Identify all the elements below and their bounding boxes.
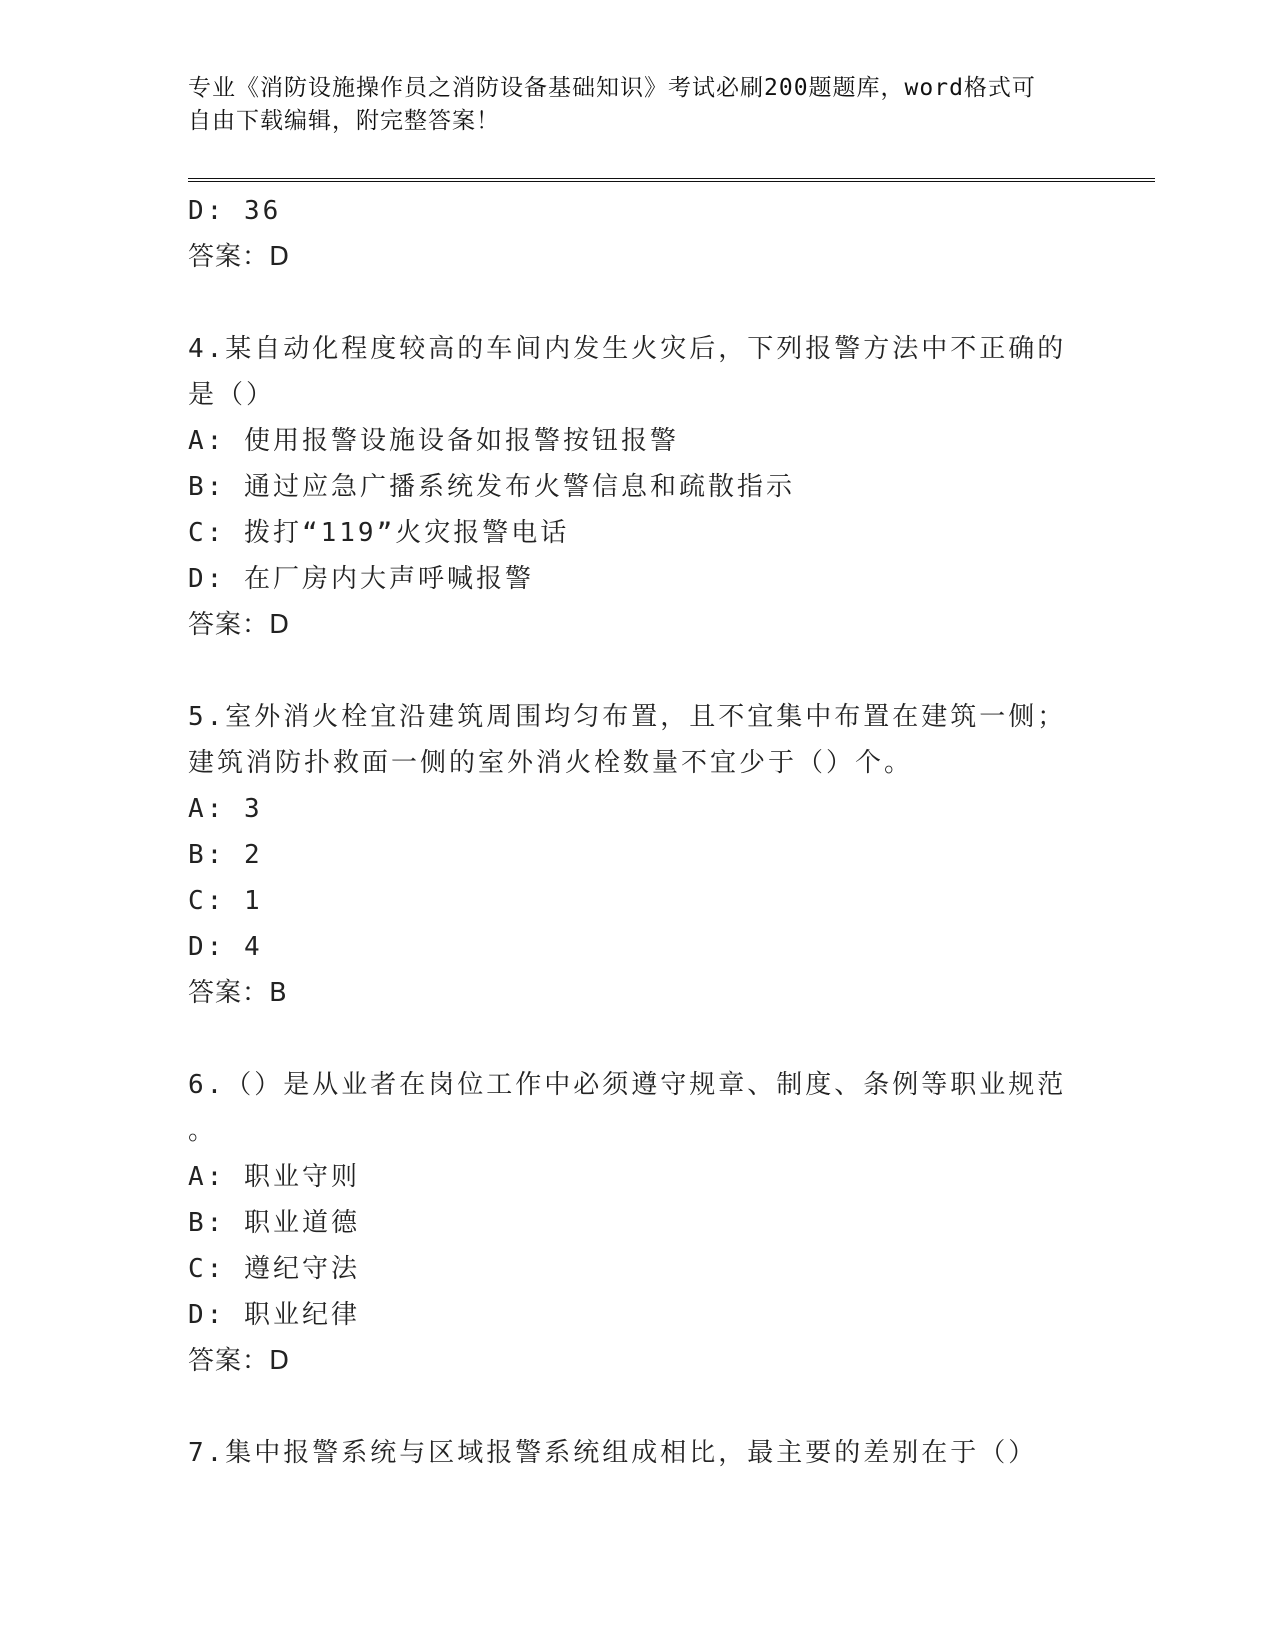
question-7 — [188, 1430, 1088, 1476]
question-6 — [188, 1062, 1088, 1384]
question-5-option-b: B: 2 — [188, 840, 263, 870]
question-4-option-a: A: 使用报警设施设备如报警按钮报警 — [188, 426, 679, 456]
header-line-1: 专业《消防设施操作员之消防设备基础知识》考试必刷200题题库，word格式可 — [188, 75, 1036, 101]
question-5-text-line-1: 5.室外消火栓宜沿建筑周围均匀布置，且不宜集中布置在建筑一侧； — [188, 702, 1067, 732]
question-6-text-line-2: 。 — [188, 1116, 218, 1146]
question-4-text-line-1: 4.某自动化程度较高的车间内发生火灾后，下列报警方法中不正确的 — [188, 334, 1067, 364]
question-5-option-d: D: 4 — [188, 932, 263, 962]
question-5-answer: 答案：B — [188, 978, 288, 1008]
question-4-text-line-2: 是（） — [188, 380, 276, 410]
question-5-option-c: C: 1 — [188, 886, 263, 916]
question-5 — [188, 694, 1088, 1016]
question-6-option-c: C: 遵纪守法 — [188, 1254, 360, 1284]
q3-option-d: D: 36 — [188, 196, 282, 226]
question-6-option-d: D: 职业纪律 — [188, 1300, 360, 1330]
spacer — [188, 648, 1088, 694]
q3-answer: 答案：D — [188, 242, 291, 272]
spacer — [188, 1384, 1088, 1430]
question-4-option-d: D: 在厂房内大声呼喊报警 — [188, 564, 534, 594]
question-6-option-a: A: 职业守则 — [188, 1162, 360, 1192]
header-line-2: 自由下载编辑，附完整答案！ — [188, 108, 500, 134]
question-4-option-b: B: 通过应急广播系统发布火警信息和疏散指示 — [188, 472, 795, 502]
question-4-answer: 答案：D — [188, 610, 291, 640]
question-4 — [188, 326, 1088, 648]
page-header — [188, 72, 1068, 138]
question-4-option-c: C: 拨打“119”火灾报警电话 — [188, 518, 570, 548]
question-6-text-line-1: 6.（）是从业者在岗位工作中必须遵守规章、制度、条例等职业规范 — [188, 1070, 1067, 1100]
question-5-option-a: A: 3 — [188, 794, 263, 824]
document-body — [188, 188, 1088, 1476]
spacer — [188, 280, 1088, 326]
question-6-option-b: B: 职业道德 — [188, 1208, 360, 1238]
question-7-text-line-1: 7.集中报警系统与区域报警系统组成相比，最主要的差别在于（） — [188, 1438, 1038, 1468]
header-divider — [188, 178, 1155, 182]
spacer — [188, 1016, 1088, 1062]
question-5-text-line-2: 建筑消防扑救面一侧的室外消火栓数量不宜少于（）个。 — [188, 748, 914, 778]
question-6-answer: 答案：D — [188, 1346, 291, 1376]
